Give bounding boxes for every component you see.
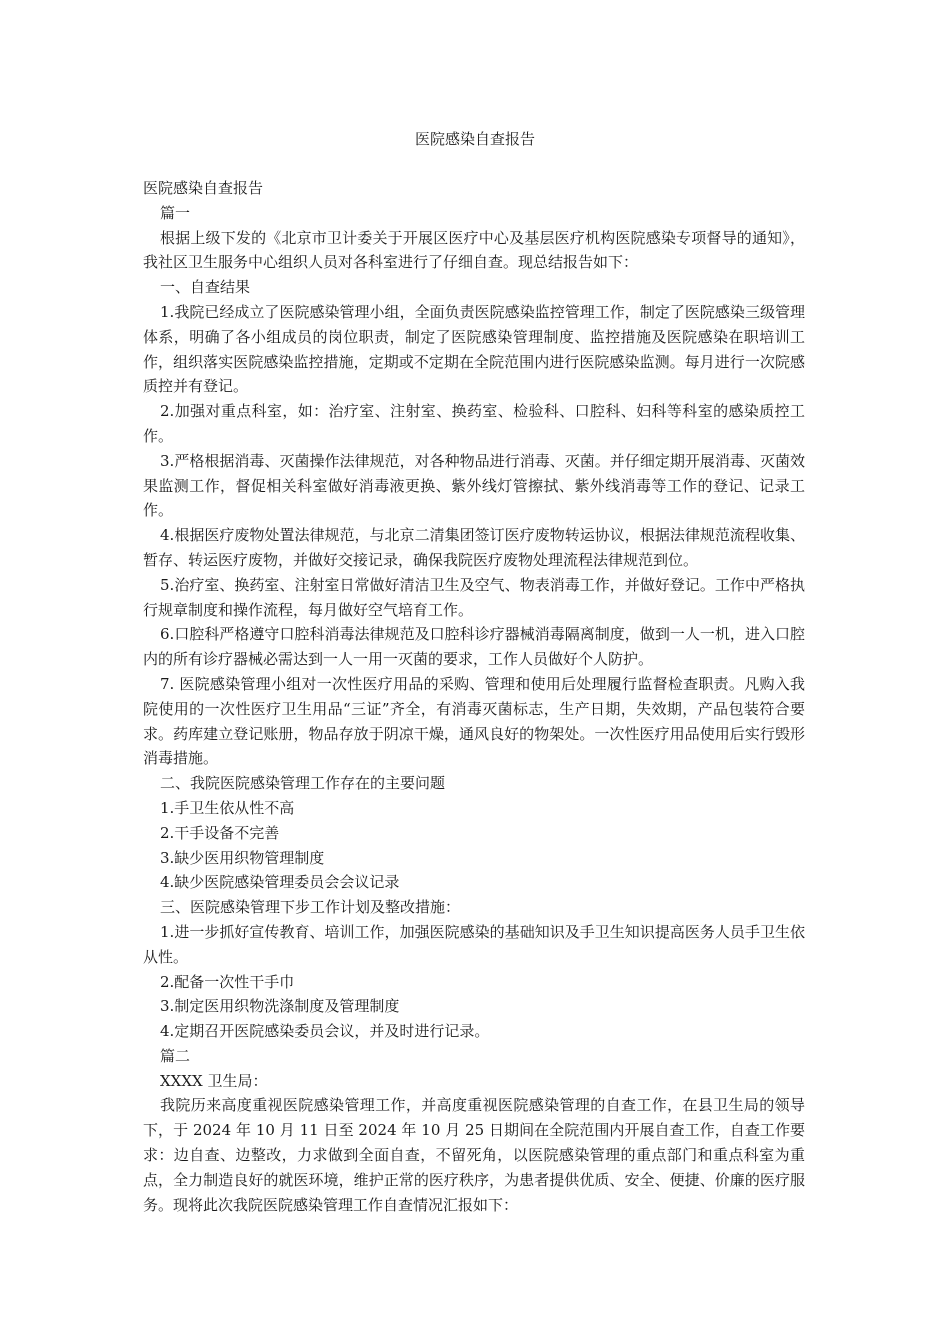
paragraph: 4.根据医疗废物处置法律规范，与北京二清集团签订医疗废物转运协议，根据法律规范流程收集、暂存、转运医疗废物，并做好交接记录，确保我院医疗废物处理流程法律规范到位。 <box>143 526 805 569</box>
paragraph: 2.配备一次性干手巾 <box>160 972 295 991</box>
paragraph: 1.手卫生依从性不高 <box>160 798 295 817</box>
paragraph: 3.缺少医用织物管理制度 <box>160 848 325 867</box>
paragraph: 1.我院已经成立了医院感染管理小组，全面负责医院感染监控管理工作，制定了医院感染三级管理体系，明确了各小组成员的岗位职责，制定了医院感染管理制度、监控措施及医院感染在职培训工作，组织落实医院感染监控措施，定期或不定期在全院范围内进行医院感染监测。每月进行一次院感质控并有登记。 <box>143 302 805 396</box>
paragraph: 2.干手设备不完善 <box>160 823 280 842</box>
paragraph: 我院历来高度重视医院感染管理工作，并高度重视医院感染管理的自查工作，在县卫生局的领导下，于 2024 年 10 月 11 日至 2024 年 10 月 25 日期间在全院范围内开展自查工作，自查工作要求：边自查、边整改，力求做到全面自查，不留死角，以医院感染管理的重点部门和重点科室为重点，全力制造良好的就医环境，维护正常的医疗秩序，为患者提供优质、安全、便捷、价廉的医疗服务。现将此次我院医院感染管理工作自查情况汇报如下： <box>143 1096 805 1214</box>
paragraph: 根据上级下发的《北京市卫计委关于开展区医疗中心及基层医疗机构医院感染专项督导的通知》，我社区卫生服务中心组织人员对各科室进行了仔细自查。现总结报告如下： <box>143 228 805 272</box>
paragraph: 6.口腔科严格遵守口腔科消毒法律规范及口腔科诊疗器械消毒隔离制度，做到一人一机，进入口腔内的所有诊疗器械必需达到一人一用一灭菌的要求，工作人员做好个人防护。 <box>143 625 805 669</box>
paragraph: 4.缺少医院感染管理委员会会议记录 <box>160 873 400 892</box>
paragraph: 三、医院感染管理下步工作计划及整改措施： <box>160 898 461 917</box>
paragraph: XXXX 卫生局： <box>160 1071 268 1090</box>
paragraph: 一、自查结果 <box>160 278 251 297</box>
page-title: 医院感染自查报告 <box>414 130 535 148</box>
paragraph: 2.加强对重点科室，如：治疗室、注射室、换药室、检验科、口腔科、妇科等科室的感染质控工作。 <box>143 402 805 445</box>
paragraph: 篇一 <box>160 203 191 222</box>
paragraph: 3.严格根据消毒、灭菌操作法律规范，对各种物品进行消毒、灭菌。并仔细定期开展消毒、灭菌效果监测工作，督促相关科室做好消毒液更换、紫外线灯管擦拭、紫外线消毒等工作的登记、记录工作。 <box>143 451 805 520</box>
paragraph: 篇二 <box>160 1046 191 1065</box>
paragraph: 7. 医院感染管理小组对一次性医疗用品的采购、管理和使用后处理履行监督检查职责。凡购入我院使用的一次性医疗卫生用品“三证”齐全，有消毒灭菌标志，生产日期，失效期，产品包装符合要求。药库建立登记账册，物品存放于阴凉干燥，通风良好的物架处。一次性医疗用品使用后实行毁形消毒措施。 <box>143 674 805 768</box>
paragraph: 二、我院医院感染管理工作存在的主要问题 <box>160 774 446 793</box>
paragraph: 4.定期召开医院感染委员会议，并及时进行记录。 <box>160 1022 490 1041</box>
paragraph: 3.制定医用织物洗涤制度及管理制度 <box>160 997 400 1016</box>
paragraph: 医院感染自查报告 <box>143 179 264 197</box>
paragraph: 1.进一步抓好宣传教育、培训工作，加强医院感染的基础知识及手卫生知识提高医务人员手卫生依从性。 <box>143 922 805 966</box>
paragraph: 5.治疗室、换药室、注射室日常做好清洁卫生及空气、物表消毒工作，并做好登记。工作中严格执行规章制度和操作流程，每月做好空气培育工作。 <box>143 575 805 619</box>
document-body <box>143 176 805 1217</box>
